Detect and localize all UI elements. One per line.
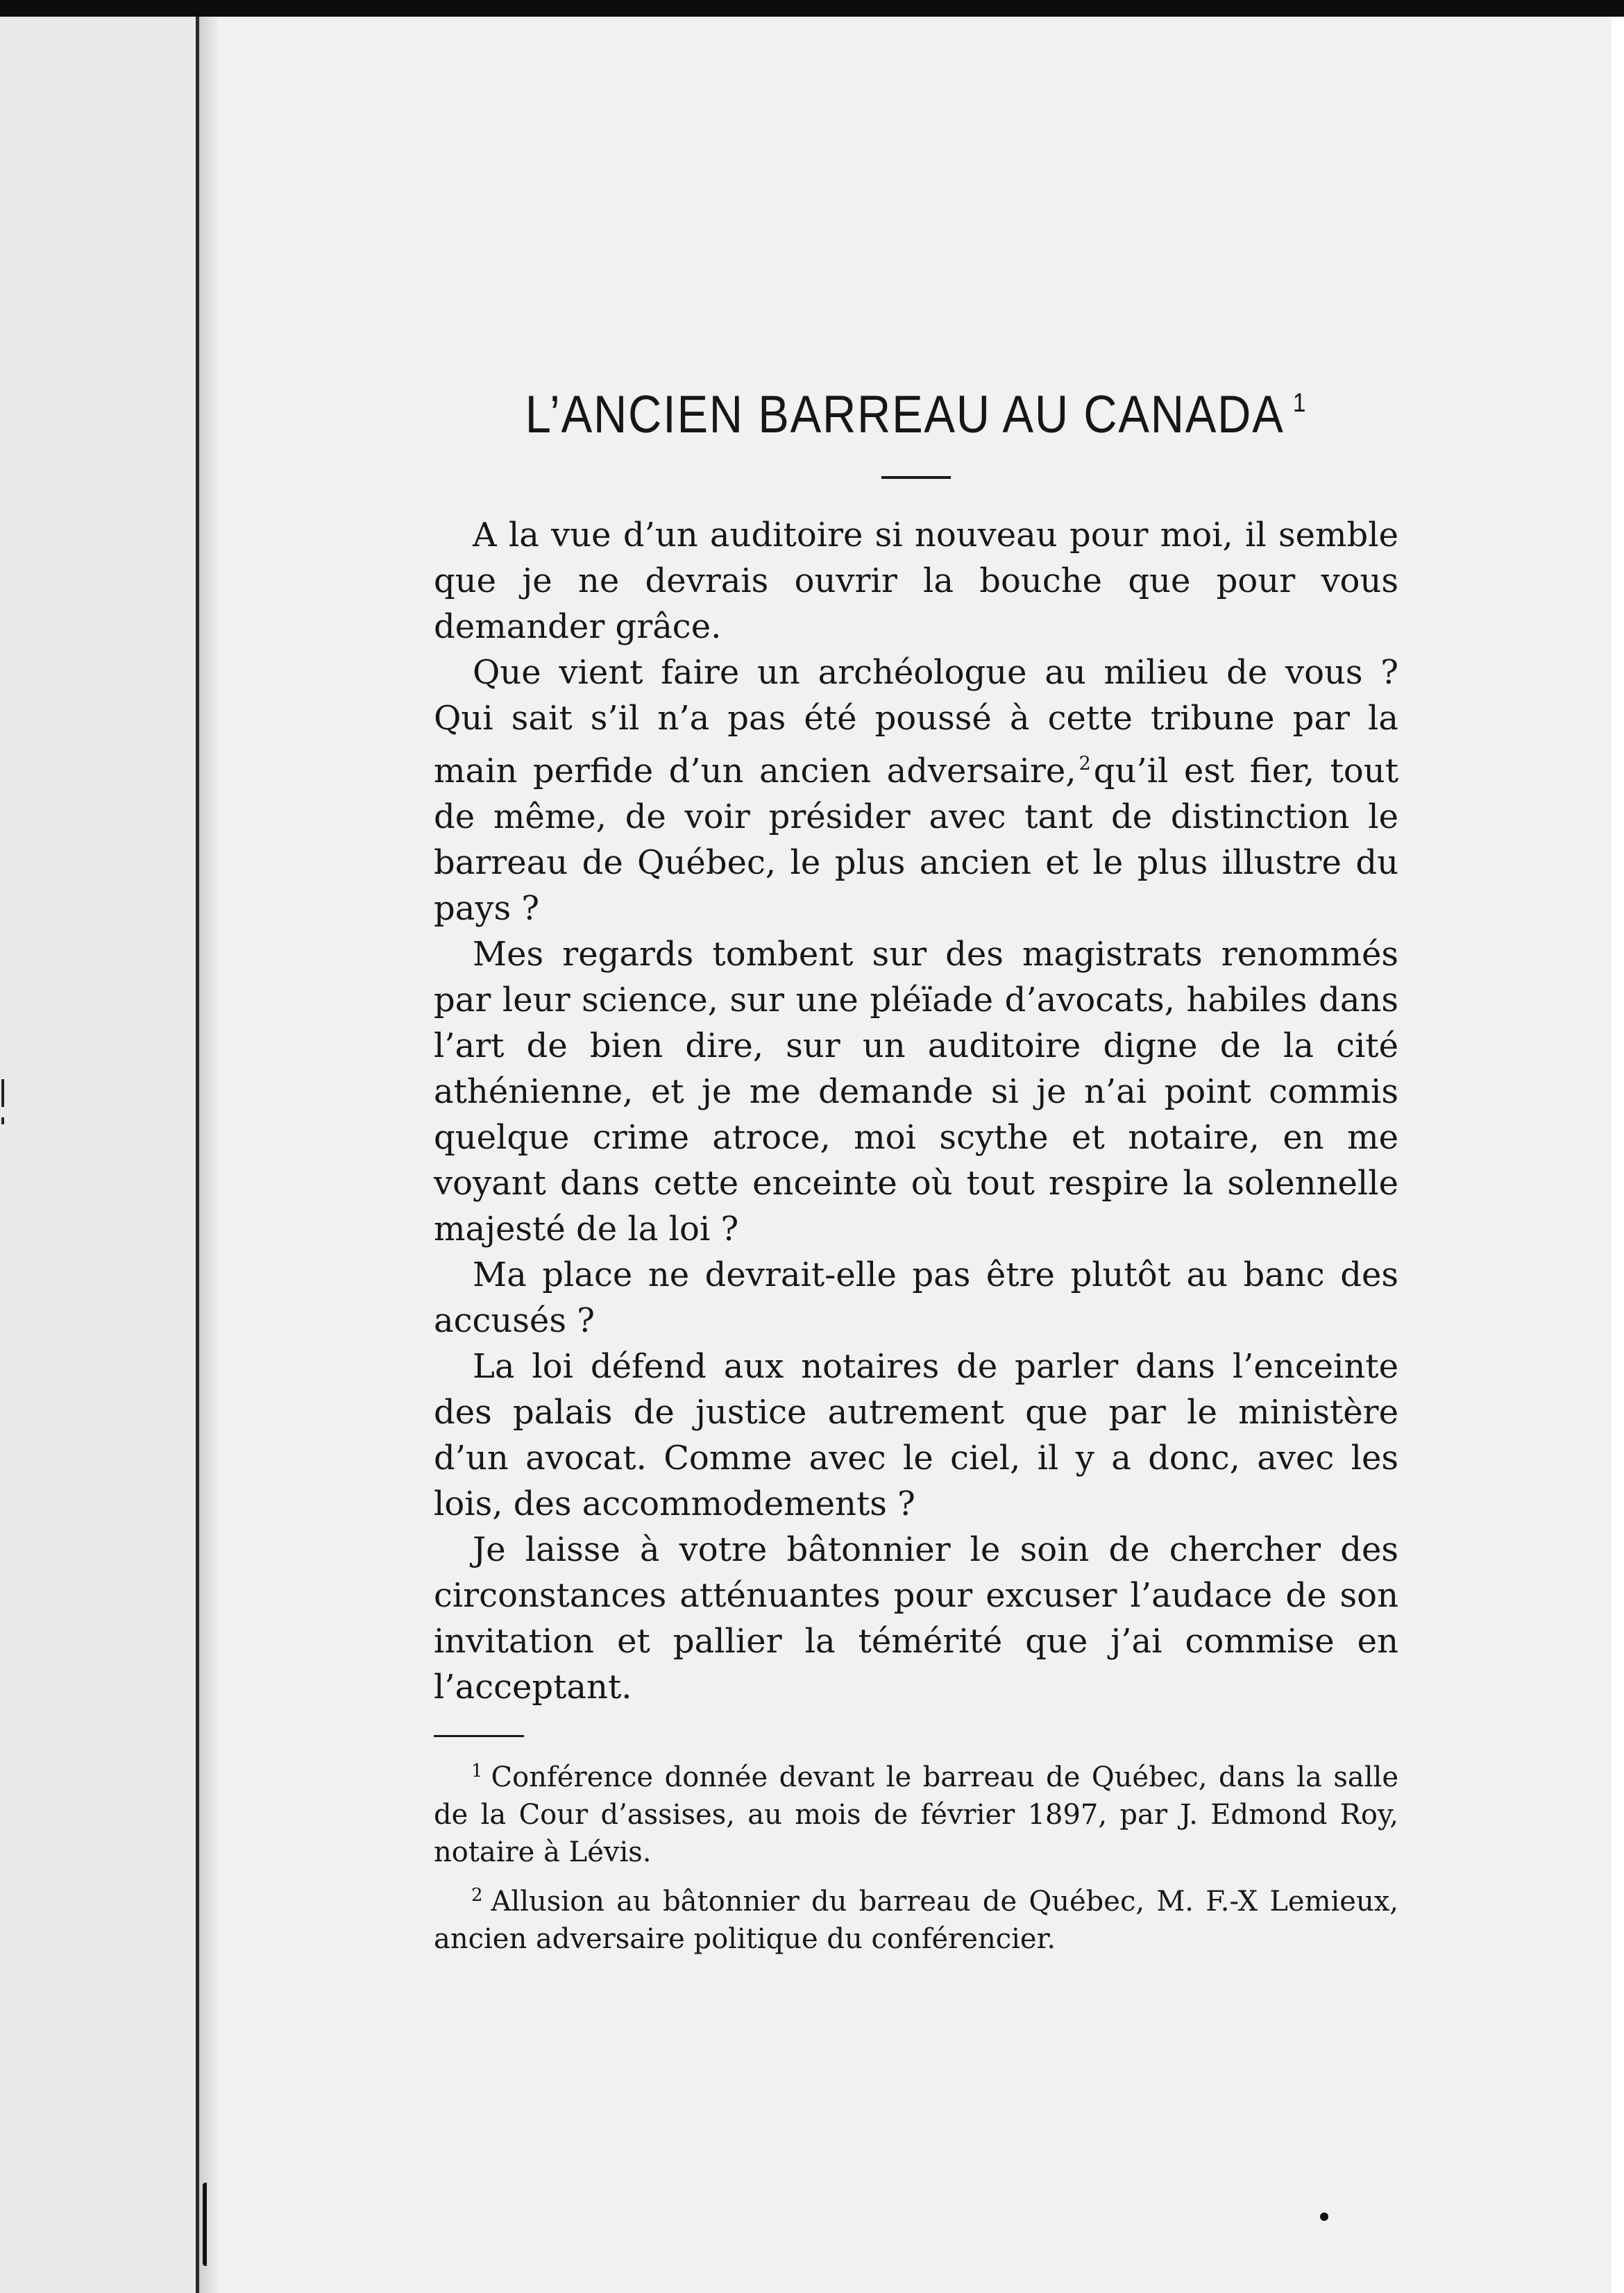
paragraph-text: qu’il est fier, tout de même, de voir présider avec tant de distinction le barreau de Québec, le plus ancien et le plus illustre du pays ?	[434, 752, 1399, 928]
page-title	[491, 385, 1340, 444]
note-mark: 2	[1079, 753, 1091, 775]
ink-speck	[1320, 2212, 1328, 2221]
paragraph	[434, 650, 1398, 931]
page-right-edge	[1612, 17, 1624, 2293]
margin-mark	[1, 1079, 4, 1107]
footnote	[434, 1752, 1398, 1871]
paragraph-text: Que vient faire un archéologue au milieu de vous ? Qui sait s’il n’a pas été poussé à cette tribune par la main perfide d’un ancien adversaire,	[434, 653, 1398, 790]
binding-bracket	[203, 2183, 219, 2266]
margin-mark	[1, 1117, 4, 1124]
paragraph: Ma place ne devrait-elle pas être plutôt au banc des accusés ?	[434, 1255, 1398, 1340]
facing-page-margin	[0, 17, 205, 2293]
page-text	[434, 385, 1399, 1963]
title-text: L’ANCIEN BARREAU AU CANADA	[525, 385, 1285, 444]
title-note-mark: 1	[1292, 389, 1308, 418]
footnote-text: Conférence donnée devant le barreau de Québec, dans la salle de la Cour d’assises, au mois de février 1897, par J. Edmond Roy, notaire à Lévis.	[434, 1761, 1398, 1868]
footnote-mark: 2	[471, 1885, 483, 1906]
scan-top-border	[0, 0, 1624, 17]
title-rule	[881, 476, 951, 479]
paragraph: A la vue d’un auditoire si nouveau pour moi, il semble que je ne devrais ouvrir la bouche que pour vous demander grâce.	[434, 516, 1398, 646]
paragraph: Je laisse à votre bâtonnier le soin de chercher des circonstances atténuantes pour excuser l’audace de son invitation et pallier la témérité que j’ai commise en l’acceptant.	[434, 1530, 1398, 1707]
footnote-mark: 1	[471, 1761, 483, 1782]
gutter-shadow	[199, 17, 220, 2293]
paragraph: La loi défend aux notaires de parler dans l’enceinte des palais de justice autrement que par le ministère d’un avocat. Comme avec le ciel, il y a donc, avec les lois, des accommodements ?	[434, 1347, 1398, 1523]
binding-edge	[196, 17, 199, 2293]
paragraph: Mes regards tombent sur des magistrats renommés par leur science, sur une pléïade d’avocats, habiles dans l’art de bien dire, sur un auditoire digne de la cité athénienne, et je me demande si je n’ai point commis quelque crime atroce, moi scythe et notaire, en me voyant dans cette enceinte où tout respire la solennelle majesté de la loi ?	[434, 935, 1398, 1249]
footnote-text: Allusion au bâtonnier du barreau de Québec, M. F.-X Lemieux, ancien adversaire politique du conférencier.	[434, 1886, 1398, 1955]
footnote	[434, 1877, 1398, 1958]
footnote-rule	[434, 1735, 524, 1737]
